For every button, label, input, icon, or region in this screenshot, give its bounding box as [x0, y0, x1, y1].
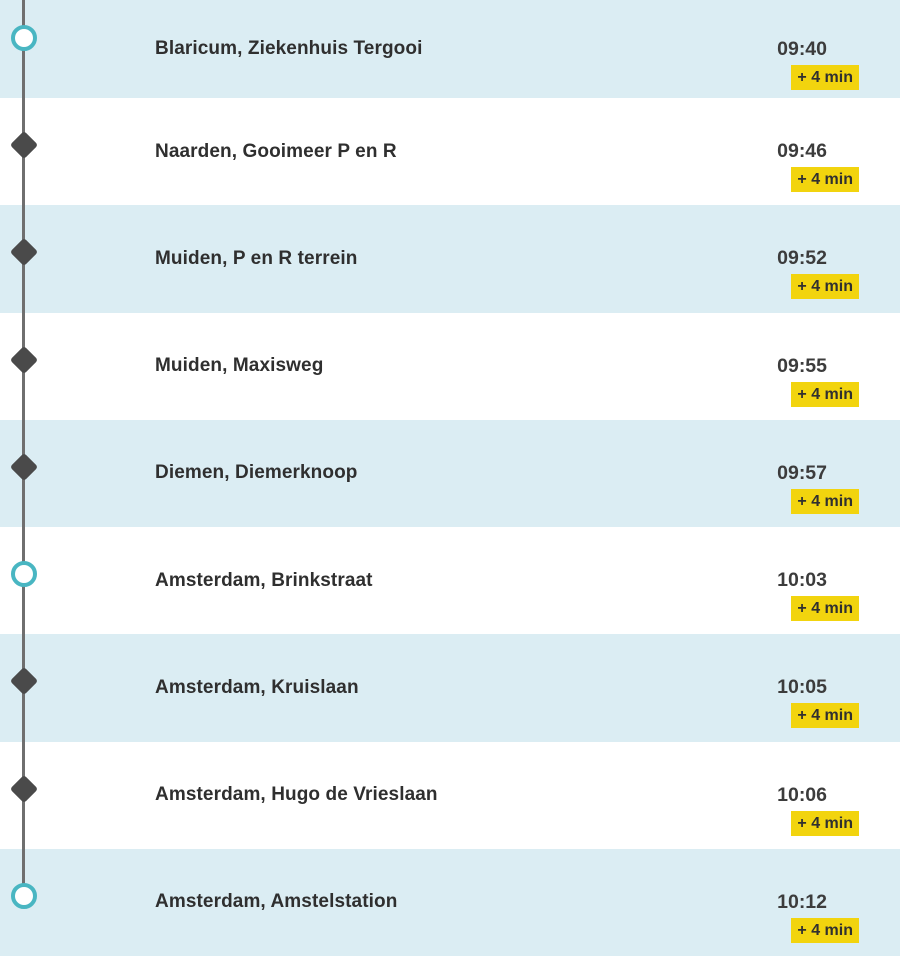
stop-name: Amsterdam, Amstelstation: [155, 891, 398, 913]
delay-badge: + 4 min: [791, 489, 859, 514]
time-block: [777, 246, 859, 299]
time-block: [777, 890, 859, 943]
time-block: [777, 139, 859, 192]
departure-time: 10:06: [777, 783, 827, 806]
major-stop-circle-icon: [11, 25, 37, 51]
delay-badge: + 4 min: [791, 382, 859, 407]
delay-badge: + 4 min: [791, 65, 859, 90]
stop-row[interactable]: [0, 634, 900, 741]
stop-row[interactable]: [0, 0, 900, 98]
departure-time: 09:52: [777, 247, 827, 270]
delay-badge: + 4 min: [791, 918, 859, 943]
stop-row[interactable]: [0, 98, 900, 205]
major-stop-circle-icon: [11, 561, 37, 587]
stop-row[interactable]: [0, 527, 900, 634]
time-block: [777, 675, 859, 728]
stop-name: Blaricum, Ziekenhuis Tergooi: [155, 38, 423, 59]
intermediate-stop-diamond-icon: [9, 667, 37, 695]
time-block: [777, 354, 859, 407]
intermediate-stop-diamond-icon: [9, 774, 37, 802]
intermediate-stop-diamond-icon: [9, 131, 37, 159]
departure-time: 09:40: [777, 37, 827, 60]
delay-badge: + 4 min: [791, 703, 859, 728]
stop-name: Naarden, Gooimeer P en R: [155, 140, 397, 162]
stop-row[interactable]: [0, 313, 900, 420]
stop-name: Muiden, P en R terrein: [155, 247, 358, 269]
stop-name: Amsterdam, Brinkstraat: [155, 569, 373, 591]
time-block: [777, 783, 859, 836]
departure-time: 09:57: [777, 461, 827, 484]
stop-name: Diemen, Diemerknoop: [155, 462, 358, 484]
stop-name: Amsterdam, Kruislaan: [155, 676, 359, 698]
departure-time: 10:05: [777, 676, 827, 699]
departure-time: 10:12: [777, 890, 827, 913]
stop-row[interactable]: [0, 205, 900, 312]
major-stop-circle-icon: [11, 883, 37, 909]
delay-badge: + 4 min: [791, 167, 859, 192]
intermediate-stop-diamond-icon: [9, 453, 37, 481]
time-block: [777, 461, 859, 514]
delay-badge: + 4 min: [791, 596, 859, 621]
departure-time: 09:55: [777, 354, 827, 377]
delay-badge: + 4 min: [791, 811, 859, 836]
stop-row[interactable]: [0, 849, 900, 956]
intermediate-stop-diamond-icon: [9, 238, 37, 266]
stop-row[interactable]: [0, 742, 900, 849]
time-block: [777, 37, 859, 90]
departure-time: 09:46: [777, 140, 827, 163]
stop-row[interactable]: [0, 420, 900, 527]
departure-time: 10:03: [777, 569, 827, 592]
delay-badge: + 4 min: [791, 274, 859, 299]
intermediate-stop-diamond-icon: [9, 345, 37, 373]
stop-name: Muiden, Maxisweg: [155, 355, 324, 377]
stop-name: Amsterdam, Hugo de Vrieslaan: [155, 784, 438, 806]
time-block: [777, 568, 859, 621]
